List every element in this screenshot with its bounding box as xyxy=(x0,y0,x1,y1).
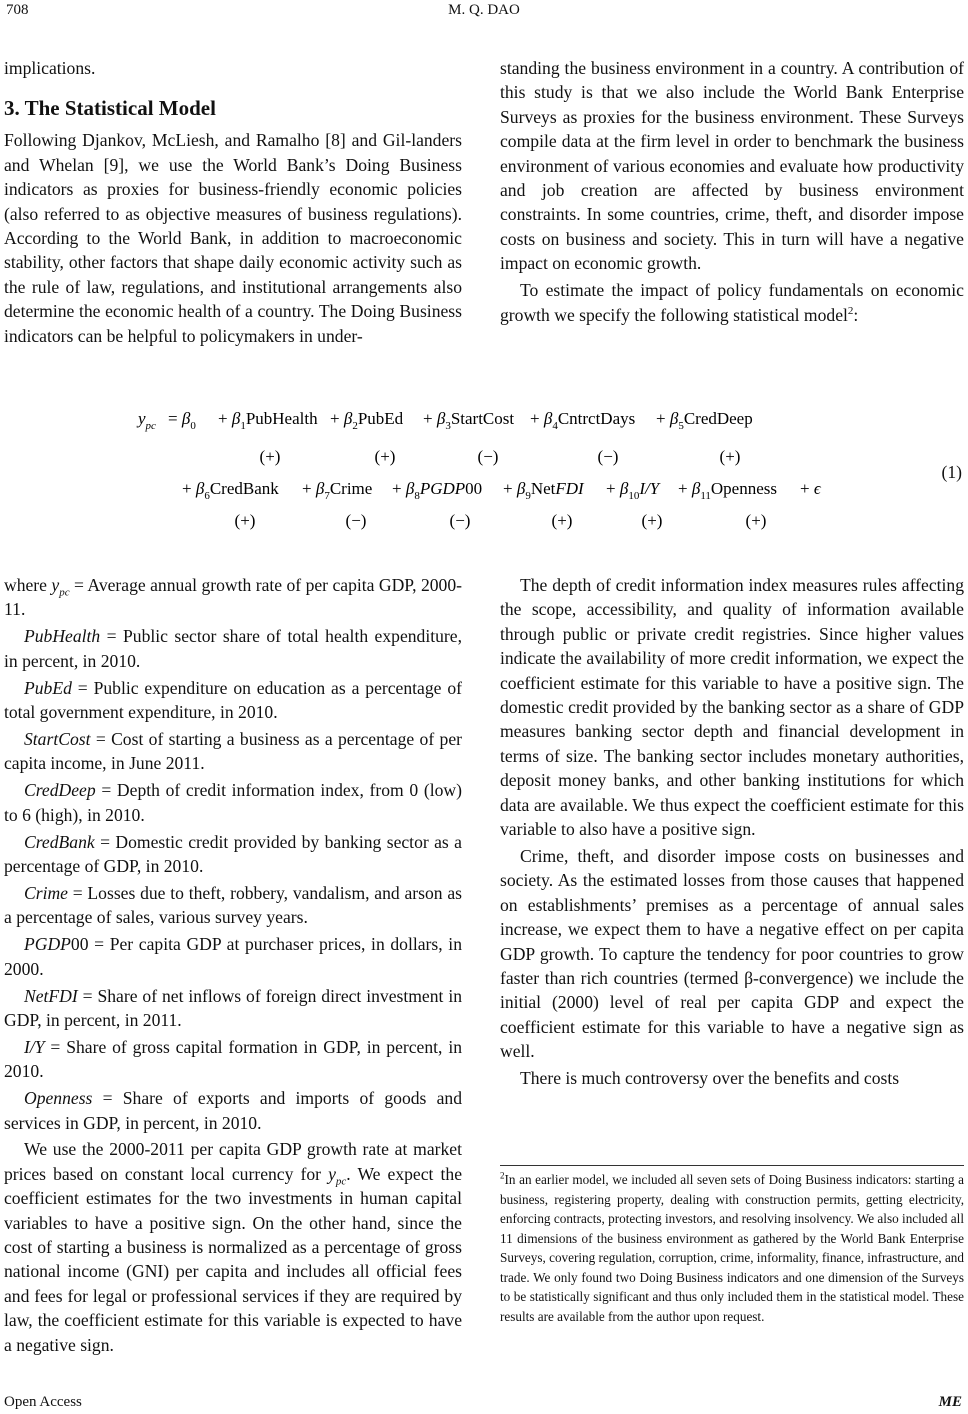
running-author: M. Q. DAO xyxy=(448,2,520,18)
definition-text: = Cost of starting a business as a percentage of per capita income, in June 2011. xyxy=(4,728,462,774)
expected-sign: (−) xyxy=(597,447,619,466)
equation-term: + $\beta_5CredDeep$ xyxy=(656,409,753,432)
intro-end-text: implications. xyxy=(4,58,96,78)
open-access-label: Open Access xyxy=(4,1394,82,1410)
definition-text: = Domestic credit provided by banking sector as a percentage of GDP, in 2010. xyxy=(4,831,462,876)
definition-item xyxy=(4,676,462,725)
definition-text: = Depth of credit information index, from 0 (low) to 6 (high), in 2010. xyxy=(4,780,462,825)
definition-term: CredBank xyxy=(24,831,95,852)
page-footer xyxy=(0,1394,968,1414)
page-number: 708 xyxy=(6,2,29,18)
business-environment-paragraph: standing the business environment in a country. A contribution of this study is that we also include the World Bank Enterprise Surveys as proxies for the business environment. These Surveys compile data at the firm level in order to benchmark the business environment of various economies and evaluate how productivity and job creation are affected by business environment constraints. In some countries, crime, theft, and disorder impose costs on business and society. This in turn will have a negative impact on economic growth. xyxy=(500,58,964,274)
equation-term: + $\beta_4CntrctDays$ xyxy=(530,409,636,432)
definition-text: = Share of gross capital formation in GDP, in percent, in 2010. xyxy=(4,1036,462,1082)
equation-term: + $\beta_{10}I/Y$ xyxy=(606,479,660,502)
equation-term: + $\beta_{11}Openness$ xyxy=(678,479,778,502)
definition-text: = Share of net inflows of foreign direct investment in GDP, in percent, in 2011. xyxy=(4,985,462,1030)
definition-term: PubEd xyxy=(24,677,72,698)
expectations-variable: y xyxy=(328,1163,336,1184)
expectations-text-b: . We expect the coefficient estimates for the two investments in human capital variables to have a positive sign. On the other hand, since the cost of starting a business is normalized as a percentage of gross national income (GNI) per capita and includes all official fees and fees for legal or professional services if they are required by law, the coefficient estimate for this variable is expected to have a negative sign. xyxy=(4,1163,462,1355)
regression-equation xyxy=(0,398,968,548)
definition-item xyxy=(4,881,462,930)
model-spec-colon: : xyxy=(853,304,859,325)
where-text: = Average annual growth rate of per capita GDP, 2000-11. xyxy=(4,575,462,620)
definition-item xyxy=(4,1086,462,1135)
footnote-marker: 2 xyxy=(847,304,854,317)
definition-text: = Public sector share of total health expenditure, in percent, in 2010. xyxy=(4,626,462,671)
left-column xyxy=(4,56,462,348)
where-variable: y xyxy=(51,575,60,595)
equation-number: (1) xyxy=(941,462,962,482)
model-spec-text: To estimate the impact of policy fundamentals on economic growth we specify the following statistical model xyxy=(500,280,964,325)
controversy-paragraph: There is much controversy over the benefits and costs xyxy=(520,1068,900,1089)
expected-sign: (−) xyxy=(449,511,471,530)
section-heading: 3. The Statistical Model xyxy=(4,96,216,121)
definition-item xyxy=(4,1035,462,1084)
equation-term: + $\beta_6CredBank$ xyxy=(182,479,279,502)
definition-term: Openness xyxy=(24,1088,93,1109)
footnote-rule xyxy=(500,1165,964,1166)
definition-term: StartCost xyxy=(24,728,91,749)
right-column-lower xyxy=(500,573,964,1091)
expected-sign: (+) xyxy=(719,447,741,466)
right-column xyxy=(500,56,964,327)
definition-text: = Public expenditure on education as a percentage of total government expenditure, in 2010. xyxy=(4,677,462,723)
left-column-definitions xyxy=(4,573,462,1357)
where-subscript: pc xyxy=(59,586,70,599)
expected-sign: (−) xyxy=(477,447,499,466)
equation-term: + $\beta_1PubHealth$ xyxy=(218,409,318,432)
equation-lhs: $y_{pc}$ xyxy=(138,409,156,432)
expected-sign: (+) xyxy=(259,447,281,466)
expected-sign: (+) xyxy=(745,511,767,530)
equation-term: + $\beta_8PGDP00$ xyxy=(392,479,483,502)
expectations-paragraph xyxy=(4,1137,462,1357)
definition-term: NetFDI xyxy=(24,985,78,1006)
crime-paragraph: Crime, theft, and disorder impose costs on businesses and society. As the estimated losses from those causes that happened on establishments’ premises as a percentage of annual sales increase, we expect them to have a negative effect on per capita GDP growth. To capture the tendency for poor countries to grow faster than rich countries (termed β-convergence) we include the initial (2000) level of real per capita GDP and expect the coefficient estimate for this variable to have a negative sign as well. xyxy=(500,845,964,1062)
expected-sign: (+) xyxy=(551,511,573,530)
equation-term: + $\beta_2PubEd$ xyxy=(330,409,404,432)
definition-text: 00 = Per capita GDP at purchaser prices, in dollars, in 2000. xyxy=(4,934,462,979)
definition-item xyxy=(4,984,462,1033)
variable-definitions-list xyxy=(4,624,462,1135)
expectations-subscript: pc xyxy=(335,1175,347,1188)
equation-term: + $\beta_9NetFDI$ xyxy=(503,479,584,502)
definition-term: PGDP xyxy=(24,934,71,955)
expected-sign: (−) xyxy=(345,511,367,530)
definition-item xyxy=(4,727,462,776)
where-definition xyxy=(4,573,462,622)
footnote-text: In an earlier model, we included all seven sets of Doing Business indicators: starting a business, registering property, dealing with construction permits, getting electricity, enforcing contracts, protecting investors, and resolving insolvency. We also included all 11 dimensions of the business environment as gathered by the World Bank Enterprise Surveys, covering regulation, corruption, crime, informality, finance, infrastructure, and trade. We only found two Doing Business indicators and one dimension of the Surveys to be statistically significant and thus only included them in the statistical model. These results are available from the author upon request. xyxy=(500,1172,964,1324)
definition-item xyxy=(4,624,462,673)
model-specification-paragraph xyxy=(500,278,964,327)
definition-item xyxy=(4,830,462,879)
footnote xyxy=(500,1170,964,1326)
where-prefix: where xyxy=(4,575,47,595)
definition-item xyxy=(4,932,462,981)
expected-sign: (+) xyxy=(234,511,256,530)
expected-sign: (+) xyxy=(374,447,396,466)
equation-term: + $\beta_7Crime$ xyxy=(302,479,373,502)
equation-term: + $\beta_3StartCost$ xyxy=(423,409,515,432)
credit-index-paragraph: The depth of credit information index measures rules affecting the scope, accessibility, and quality of information available through public or private credit registries. Since higher values indicate the availability of more credit information, we expect the coefficient estimate for this variable to have a positive sign. The domestic credit provided by the banking sector as a share of GDP measures banking sector depth and financial development in terms of size. The banking sector includes monetary authorities, deposit money banks, and other banking institutions for which data are available. We thus expect the coefficient estimate for this variable to also have a positive sign. xyxy=(500,575,964,840)
definition-term: Crime xyxy=(24,882,68,903)
equation-term: = $\beta_0$ xyxy=(168,409,196,432)
definition-term: PubHealth xyxy=(24,626,101,647)
running-header xyxy=(0,2,968,24)
expectations-text-a: We use the 2000-2011 per capita GDP growth rate at market prices based on constant local currency for xyxy=(4,1139,462,1184)
equation-error-term: + ϵ xyxy=(800,479,821,498)
journal-abbrev: ME xyxy=(938,1394,962,1410)
model-intro-paragraph: Following Djankov, McLiesh, and Ramalho [8] and Gil-landers and Whelan [9], we use the World Bank’s Doing Business indicators as proxies for business-friendly economic policies (also referred to as objective measures of business regulations). According to the World Bank, in addition to macroeconomic stability, other factors that shape daily economic activity such as the rule of law, regulations, and institutional arrangements also determine the economic health of a country. The Doing Business indicators can be helpful to policymakers in under- xyxy=(4,130,462,346)
footnote-number: 2 xyxy=(500,1170,505,1181)
definition-item xyxy=(4,778,462,827)
definition-text: = Losses due to theft, robbery, vandalism, and arson as a percentage of sales, various survey years. xyxy=(4,882,462,928)
definition-term: CredDeep xyxy=(24,780,96,801)
definition-term: I/Y xyxy=(24,1036,45,1057)
definition-text: = Share of exports and imports of goods and services in GDP, in percent, in 2010. xyxy=(4,1088,462,1133)
expected-sign: (+) xyxy=(641,511,663,530)
